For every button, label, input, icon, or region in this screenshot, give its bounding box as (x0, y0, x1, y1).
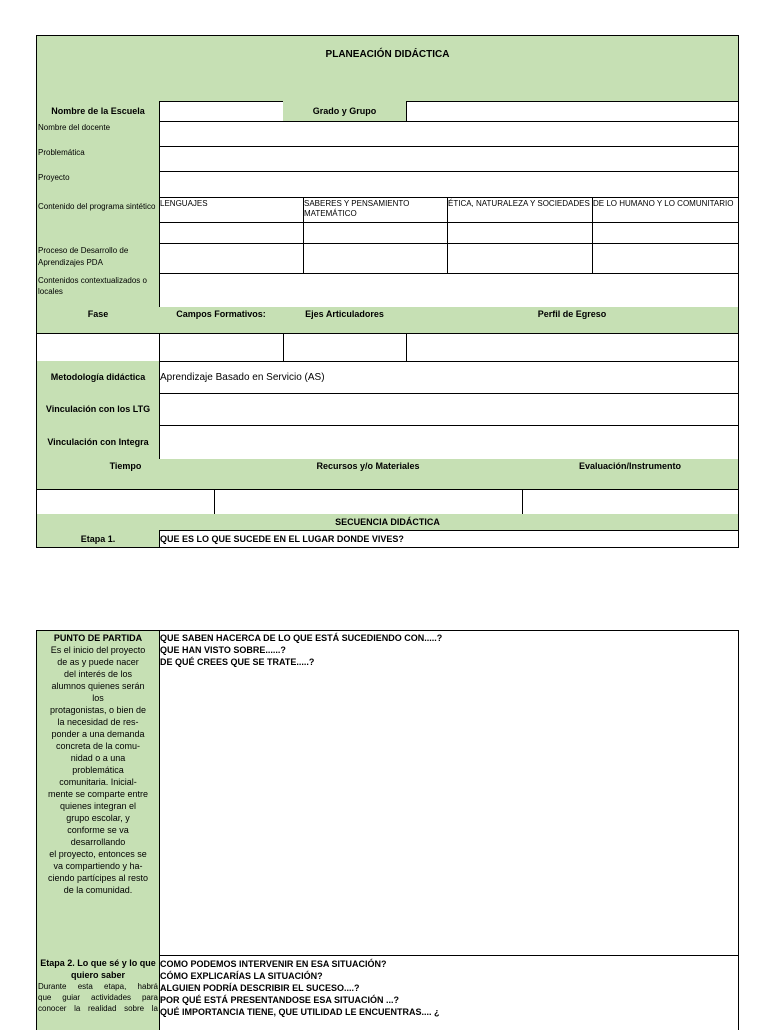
campos-formativos-field[interactable] (159, 333, 284, 362)
etapa1-label (36, 530, 160, 548)
evaluacion-field[interactable] (522, 489, 739, 515)
campo-humano (592, 197, 739, 223)
problematica-field[interactable] (159, 146, 739, 172)
contextualizados-label-text: Contenidos contextualizados o locales (38, 276, 147, 296)
pda-field-4[interactable] (592, 243, 739, 274)
etapa1-question-text: QUE ES LO QUE SUCEDE EN EL LUGAR DONDE VIVES? (160, 533, 404, 544)
contenido-field-4[interactable] (592, 222, 739, 244)
integra-label-text: Vinculación con Integra (47, 437, 149, 447)
etapa2-questions[interactable] (159, 955, 739, 1030)
pp-line: concreta de la comu- (55, 741, 141, 751)
contextualizados-field[interactable] (159, 273, 739, 308)
fase-header (36, 307, 160, 334)
pp-line: nidad o a una (70, 753, 126, 763)
pda-label (36, 243, 160, 274)
teacher-name-label (36, 121, 160, 147)
pp-line: ponder a una demanda (51, 729, 145, 739)
metodologia-label (36, 361, 160, 394)
recursos-header-text: Recursos y/o Materiales (316, 461, 420, 471)
campo-saberes (303, 197, 448, 223)
pp-line: alumnos quienes serán (51, 681, 145, 691)
campo-lenguajes-text: LENGUAJES (160, 199, 208, 208)
evaluacion-header (522, 459, 739, 490)
pda-field-2[interactable] (303, 243, 448, 274)
pp-line: Es el inicio del proyecto (50, 645, 146, 655)
grade-group-label-text: Grado y Grupo (312, 106, 377, 116)
metodologia-value[interactable] (159, 361, 739, 394)
integra-field[interactable] (159, 425, 739, 460)
pp-line: mente se comparte entre (47, 789, 149, 799)
grade-group-field[interactable] (406, 101, 739, 122)
pp-line: ciendo partícipes al resto (47, 873, 149, 883)
punto-partida-cell (36, 630, 160, 956)
etapa2-cell (36, 955, 160, 1030)
contextualizados-label (36, 273, 160, 308)
contenido-label (36, 197, 160, 244)
perfil-egreso-header-text: Perfil de Egreso (537, 309, 607, 319)
ltg-label-text: Vinculación con los LTG (45, 404, 151, 414)
ejes-header-text: Ejes Articuladores (305, 309, 384, 319)
problematica-label-text: Problemática (38, 148, 85, 157)
pp-line: de la comunidad. (63, 885, 133, 895)
contenido-field-3[interactable] (447, 222, 593, 244)
pp-line: grupo escolar, y (66, 813, 130, 823)
evaluacion-header-text: Evaluación/Instrumento (578, 461, 682, 471)
e2-line: que guiar actividades para (38, 993, 158, 1002)
contenido-field-2[interactable] (303, 222, 448, 244)
pp-line: protagonistas, o bien de (49, 705, 147, 715)
fase-header-text: Fase (87, 309, 109, 319)
e2-question: QUÉ IMPORTANCIA TIENE, QUE UTILIDAD LE ENCUENTRAS.... ¿ (160, 1007, 440, 1017)
ejes-header (283, 307, 407, 334)
etapa2-description (37, 981, 159, 1014)
contenido-field-1[interactable] (159, 222, 304, 244)
pp-line: va compartiendo y ha- (53, 861, 143, 871)
pp-line: del interés de los (63, 669, 133, 679)
pp-line: de as y puede nacer (57, 657, 139, 667)
campo-humano-text: DE LO HUMANO Y LO COMUNITARIO (593, 199, 734, 208)
document-title (36, 35, 739, 102)
campos-formativos-header-text: Campos Formativos: (176, 309, 266, 319)
secuencia-header-text: SECUENCIA DIDÁCTICA (335, 517, 440, 527)
e2-question: POR QUÉ ESTÁ PRESENTANDOSE ESA SITUACIÓN ...? (160, 995, 400, 1005)
metodologia-value-text: Aprendizaje Basado en Servicio (AS) (160, 371, 325, 383)
metodologia-label-text: Metodología didáctica (50, 372, 146, 382)
campo-etica (447, 197, 593, 223)
pda-field-1[interactable] (159, 243, 304, 274)
tiempo-field[interactable] (36, 489, 215, 515)
proyecto-label-text: Proyecto (38, 173, 70, 182)
etapa1-question (159, 530, 739, 548)
grade-group-label (283, 101, 407, 122)
problematica-label (36, 146, 160, 172)
school-name-label (36, 101, 160, 122)
campo-etica-text: ÉTICA, NATURALEZA Y SOCIEDADES (448, 199, 590, 208)
integra-label (36, 425, 160, 460)
proyecto-field[interactable] (159, 171, 739, 198)
contenido-label-text: Contenido del programa sintético (38, 202, 156, 211)
perfil-egreso-field[interactable] (406, 333, 739, 362)
pp-question: QUE HAN VISTO SOBRE......? (160, 645, 286, 655)
school-name-field[interactable] (159, 101, 284, 122)
punto-partida-questions[interactable] (159, 630, 739, 956)
pp-line: problemática (72, 765, 124, 775)
e2-line: Durante esta etapa, habrá (38, 982, 158, 991)
punto-partida-description (37, 644, 159, 896)
etapa1-label-text: Etapa 1. (80, 533, 116, 544)
pp-line: quienes integran el (59, 801, 137, 811)
pda-label-text: Proceso de Desarrollo de Aprendizajes PDA (38, 246, 129, 267)
campo-saberes-text: SABERES Y PENSAMIENTO MATEMÁTICO (304, 199, 410, 218)
teacher-name-label-text: Nombre del docente (38, 123, 111, 132)
pp-line: comunitaria. Inicial- (59, 777, 137, 787)
pp-question: QUE SABEN HACERCA DE LO QUE ESTÁ SUCEDIENDO CON.....? (160, 633, 443, 643)
pp-line: desarrollando (70, 837, 126, 847)
campos-formativos-header (159, 307, 284, 334)
perfil-egreso-header (406, 307, 739, 334)
ltg-label (36, 393, 160, 426)
e2-question: ALGUIEN PODRÍA DESCRIBIR EL SUCESO....? (160, 983, 360, 993)
tiempo-header (36, 459, 215, 490)
e2-question: CÓMO EXPLICARÍAS LA SITUACIÓN? (160, 971, 323, 981)
tiempo-header-text: Tiempo (109, 461, 142, 471)
pda-field-3[interactable] (447, 243, 593, 274)
pp-line: conforme se va (67, 825, 129, 835)
recursos-header (214, 459, 523, 490)
secuencia-header (36, 514, 739, 531)
pp-question: DE QUÉ CREES QUE SE TRATE.....? (160, 657, 315, 667)
pp-line: el proyecto, entonces se (49, 849, 147, 859)
fase-field[interactable] (36, 333, 160, 362)
school-name-label-text: Nombre de la Escuela (51, 106, 145, 116)
e2-question: COMO PODEMOS INTERVENIR EN ESA SITUACIÓN? (160, 959, 387, 969)
punto-partida-title: PUNTO DE PARTIDA (53, 633, 143, 643)
recursos-field[interactable] (214, 489, 523, 515)
pp-line: los (92, 693, 104, 703)
title-text: PLANEACIÓN DIDÁCTICA (325, 49, 450, 60)
ltg-field[interactable] (159, 393, 739, 426)
etapa2-title-line1: Etapa 2. Lo que sé y lo que (40, 958, 156, 968)
campo-lenguajes (159, 197, 304, 223)
pp-line: la necesidad de res- (57, 717, 139, 727)
e2-line: conocer la realidad sobre la (38, 1004, 158, 1013)
etapa2-title-line2: quiero saber (70, 970, 126, 980)
proyecto-label (36, 171, 160, 198)
ejes-field[interactable] (283, 333, 407, 362)
teacher-name-field[interactable] (159, 121, 739, 147)
